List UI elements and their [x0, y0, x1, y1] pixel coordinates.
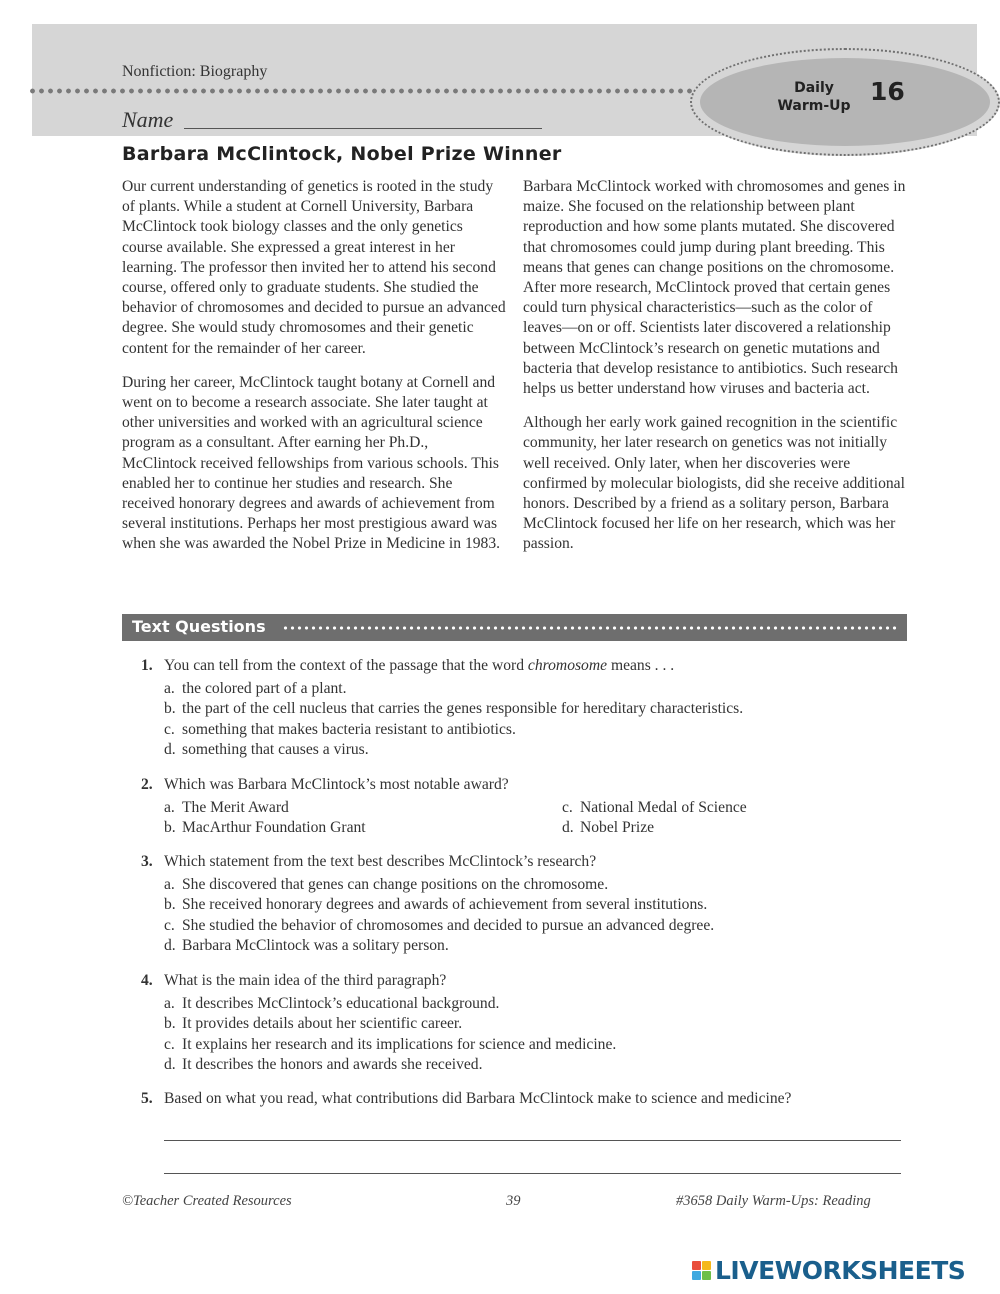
answer-option-a[interactable]: [164, 875, 907, 895]
question-stem: [141, 851, 907, 873]
daily-warm-up-badge: [690, 48, 1000, 156]
liveworksheets-logo[interactable]: [692, 1256, 965, 1285]
logo-cube: [692, 1261, 701, 1270]
option-letter: a.: [164, 799, 175, 816]
answer-option-b[interactable]: [164, 818, 562, 838]
answer-option-d[interactable]: [562, 818, 902, 838]
footer-publisher: ©Teacher Created Resources: [122, 1193, 292, 1209]
question-text: What is the main idea of the third paragraph?: [164, 972, 447, 989]
answer-option-b[interactable]: [164, 699, 907, 719]
question-text: Which statement from the text best describes McClintock’s research?: [164, 853, 597, 870]
logo-cube: [702, 1271, 711, 1280]
question-4: [141, 970, 907, 1075]
option-text: She discovered that genes can change positions on the chromosome.: [182, 876, 609, 893]
answer-option-b[interactable]: [164, 895, 907, 915]
option-text: Barbara McClintock was a solitary person.: [182, 936, 449, 954]
answer-option-a[interactable]: [164, 994, 907, 1014]
passage-paragraph-2: During her career, McClintock taught botany at Cornell and went on to become a research associate. She later taught at other universities and worked with an agricultural science program as a consultant. After earning her Ph.D., McClintock received fellowships from various schools. This enabled her to continue her studies and research. She received honorary degrees and awards of achievement from several institutions. Perhaps her most prestigious award was when she was awarded the Nobel Prize in Medicine in 1983.: [122, 373, 501, 553]
question-number: 4.: [141, 972, 153, 989]
question-stem: [141, 655, 907, 677]
question-number: 2.: [141, 776, 153, 793]
badge-label: [774, 79, 854, 115]
option-letter: c.: [562, 799, 573, 816]
option-text: The Merit Award: [182, 799, 289, 816]
badge-label-line1: Daily: [794, 80, 834, 96]
option-letter: a.: [164, 680, 175, 697]
question-1: [141, 655, 907, 760]
option-letter: d.: [164, 740, 176, 758]
option-text: something that causes a virus.: [182, 740, 369, 758]
option-letter: d.: [562, 819, 574, 837]
page-title: Barbara McClintock, Nobel Prize Winner: [122, 143, 562, 165]
question-stem: [141, 970, 907, 992]
option-text: She received honorary degrees and awards of achievement from several institutions.: [182, 896, 708, 914]
answer-option-b[interactable]: [164, 1014, 907, 1034]
option-text: National Medal of Science: [580, 799, 747, 816]
answer-option-a[interactable]: [164, 798, 562, 818]
answer-line-1[interactable]: [164, 1140, 901, 1141]
answer-option-c[interactable]: [562, 798, 902, 818]
name-label: Name: [122, 107, 174, 132]
question-stem: [141, 774, 907, 796]
text-questions-title: Text Questions: [132, 617, 266, 636]
passage-paragraph-1: Our current understanding of genetics is rooted in the study of plants. While a student at Cornell University, Barbara McClintock took biology classes and the only genetics course available. She expressed a great interest in her learning. The professor then invited her to attend his second course, offered only to graduate students. She studied the behavior of chromosomes and decided to pursue an advanced degree. She would study chromosomes and their genetic content for the remainder of her career.: [122, 178, 506, 357]
option-letter: b.: [164, 896, 176, 914]
header-dotted-rule: [28, 88, 700, 94]
answer-options: [164, 994, 907, 1075]
answer-option-c[interactable]: [164, 720, 907, 740]
option-text: the colored part of a plant.: [182, 680, 347, 697]
answer-option-d[interactable]: [164, 740, 907, 760]
question-number: 5.: [141, 1090, 153, 1107]
question-text: Based on what you read, what contributions did Barbara McClintock make to science and medicine?: [164, 1090, 792, 1107]
passage-paragraph-3: Barbara McClintock worked with chromosomes and genes in maize. She focused on the relationship between plant reproduction and how some plants mutated. She discovered that chromosomes could jump during plant breeding. This means that genes can change positions on the chromosome. After more research, McClintock proved that certain genes could turn physical characteristics—such as the color of leaves—on or off. Scientists later discovered a relationship between McClintock’s research on genetic mutations and bacteria that develop resistance to antibiotics. Such research helps us better understand how viruses and bacteria act.: [523, 178, 906, 398]
option-letter: c.: [164, 916, 175, 934]
logo-cube: [702, 1261, 711, 1270]
question-text-emphasis: chromosome: [527, 657, 608, 674]
footer-book-title: #3658 Daily Warm-Ups: Reading: [676, 1193, 871, 1209]
section-type-label: Nonfiction: Biography: [122, 63, 268, 80]
question-5: [141, 1088, 907, 1110]
passage-right-column: [523, 177, 907, 569]
badge-number: 16: [870, 77, 905, 106]
logo-text: LIVEWORKSHEETS: [715, 1256, 966, 1285]
option-text: It describes the honors and awards she received.: [182, 1055, 483, 1073]
option-text: It describes McClintock’s educational background.: [182, 995, 500, 1012]
question-3: [141, 851, 907, 956]
answer-option-c[interactable]: [164, 1035, 907, 1055]
option-letter: a.: [164, 876, 175, 893]
name-input-line[interactable]: [184, 128, 542, 129]
option-letter: c.: [164, 1035, 175, 1053]
option-text: It explains her research and its implications for science and medicine.: [182, 1035, 617, 1053]
option-letter: d.: [164, 1055, 176, 1073]
answer-option-a[interactable]: [164, 679, 907, 699]
text-questions-dots: [282, 626, 899, 630]
question-stem: [141, 1088, 907, 1110]
answer-option-c[interactable]: [164, 916, 907, 936]
answer-options: [164, 798, 907, 839]
option-letter: d.: [164, 936, 176, 954]
option-letter: b.: [164, 700, 176, 718]
option-text: the part of the cell nucleus that carries the genes responsible for hereditary characteristics.: [182, 700, 744, 718]
option-text: Nobel Prize: [580, 819, 655, 837]
option-text: It provides details about her scientific career.: [182, 1015, 463, 1033]
answer-line-2[interactable]: [164, 1173, 901, 1174]
logo-cubes-icon: [692, 1261, 711, 1280]
option-text: She studied the behavior of chromosomes and decided to pursue an advanced degree.: [182, 916, 715, 934]
option-text: something that makes bacteria resistant to antibiotics.: [182, 720, 516, 738]
question-text: Which was Barbara McClintock’s most notable award?: [164, 776, 509, 793]
footer-page-number: 39: [506, 1193, 521, 1209]
answer-options: [164, 679, 907, 760]
question-2: [141, 774, 907, 839]
question-number: 1.: [141, 657, 153, 674]
option-letter: b.: [164, 1015, 176, 1033]
text-questions-header: [122, 614, 907, 641]
question-text-end: means . . .: [607, 657, 675, 674]
answer-option-d[interactable]: [164, 936, 907, 956]
option-letter: a.: [164, 995, 175, 1012]
passage-paragraph-4: Although her early work gained recognition in the scientific community, her later research on genetics was not initially well received. Only later, when her discoveries were confirmed by molecular biologists, did she receive additional honors. Described by a friend as a solitary person, Barbara McClintock focused her life on her research, which was her passion.: [523, 414, 905, 553]
option-letter: c.: [164, 720, 175, 738]
option-letter: b.: [164, 819, 176, 837]
question-text: You can tell from the context of the passage that the word: [164, 657, 528, 674]
answer-options: [164, 875, 907, 956]
logo-cube: [692, 1271, 701, 1280]
question-number: 3.: [141, 853, 153, 870]
option-text: MacArthur Foundation Grant: [182, 819, 366, 837]
answer-option-d[interactable]: [164, 1055, 907, 1075]
passage-left-column: [122, 177, 506, 569]
badge-label-line2: Warm-Up: [777, 98, 851, 114]
